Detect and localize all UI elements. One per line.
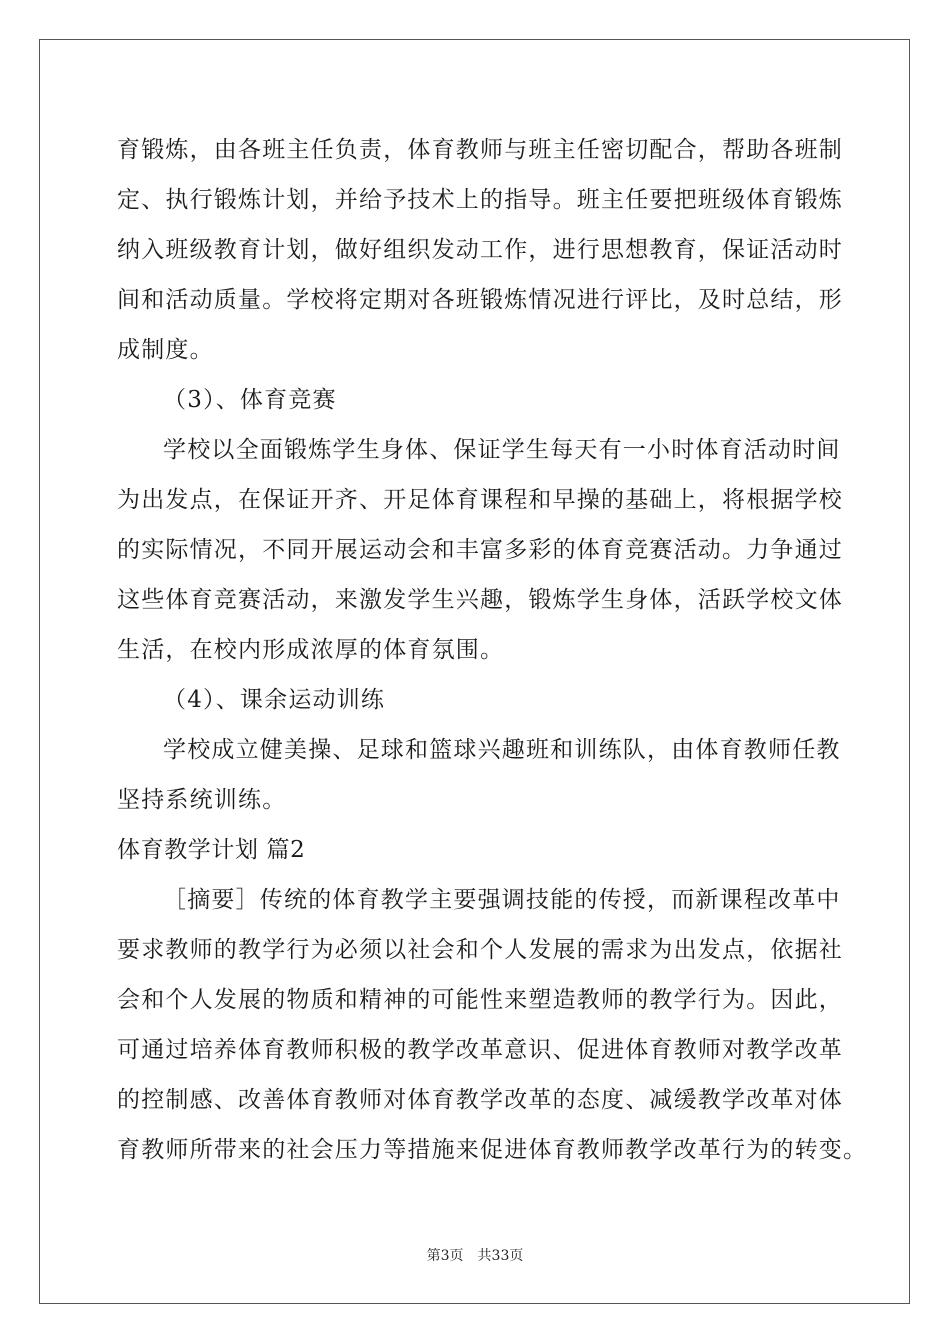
text-line: 育教师所带来的社会压力等措施来促进体育教师教学改革行为的转变。 — [117, 1137, 868, 1163]
subsection-heading: （4）、课余运动训练 — [163, 687, 386, 713]
text-line: 生活，在校内形成浓厚的体育氛围。 — [117, 637, 505, 663]
paragraph-start: 学校以全面锻炼学生身体、保证学生每天有一小时体育活动时间 — [163, 437, 841, 463]
paragraph-start: 学校成立健美操、足球和篮球兴趣班和训练队，由体育教师任教 — [163, 737, 841, 763]
document-body — [117, 125, 868, 1175]
text-line: 这些体育竞赛活动，来激发学生兴趣，锻炼学生身体，活跃学校文体 — [117, 587, 843, 613]
text-line: 的控制感、改善体育教师对体育教学改革的态度、减缓教学改革对体 — [117, 1087, 843, 1113]
subsection-heading: （3）、体育竞赛 — [163, 387, 337, 413]
text-line: 要求教师的教学行为必须以社会和个人发展的需求为出发点，依据社 — [117, 937, 843, 963]
text-line: 可通过培养体育教师积极的教学改革意识、促进体育教师对教学改革 — [117, 1037, 843, 1063]
text-line: 间和活动质量。学校将定期对各班锻炼情况进行评比，及时总结，形 — [117, 287, 843, 313]
text-line: 会和个人发展的物质和精神的可能性来塑造教师的教学行为。因此， — [117, 987, 843, 1013]
page-number: 第3页 — [426, 1248, 464, 1264]
paragraph-start: ［摘要］传统的体育教学主要强调技能的传授，而新课程改革中 — [163, 887, 841, 913]
text-line: 育锻炼，由各班主任负责，体育教师与班主任密切配合，帮助各班制 — [117, 137, 843, 163]
page-total: 共33页 — [477, 1248, 524, 1264]
text-line: 成制度。 — [117, 337, 214, 363]
text-line: 的实际情况，不同开展运动会和丰富多彩的体育竞赛活动。力争通过 — [117, 537, 843, 563]
text-line: 坚持系统训练。 — [117, 787, 287, 813]
text-line: 定、执行锻炼计划，并给予技术上的指导。班主任要把班级体育锻炼 — [117, 187, 843, 213]
text-line: 为出发点，在保证开齐、开足体育课程和早操的基础上，将根据学校 — [117, 487, 843, 513]
text-line: 纳入班级教育计划，做好组织发动工作，进行思想教育，保证活动时 — [117, 237, 843, 263]
page-footer — [0, 1245, 950, 1265]
section-title: 体育教学计划 篇2 — [117, 837, 306, 863]
